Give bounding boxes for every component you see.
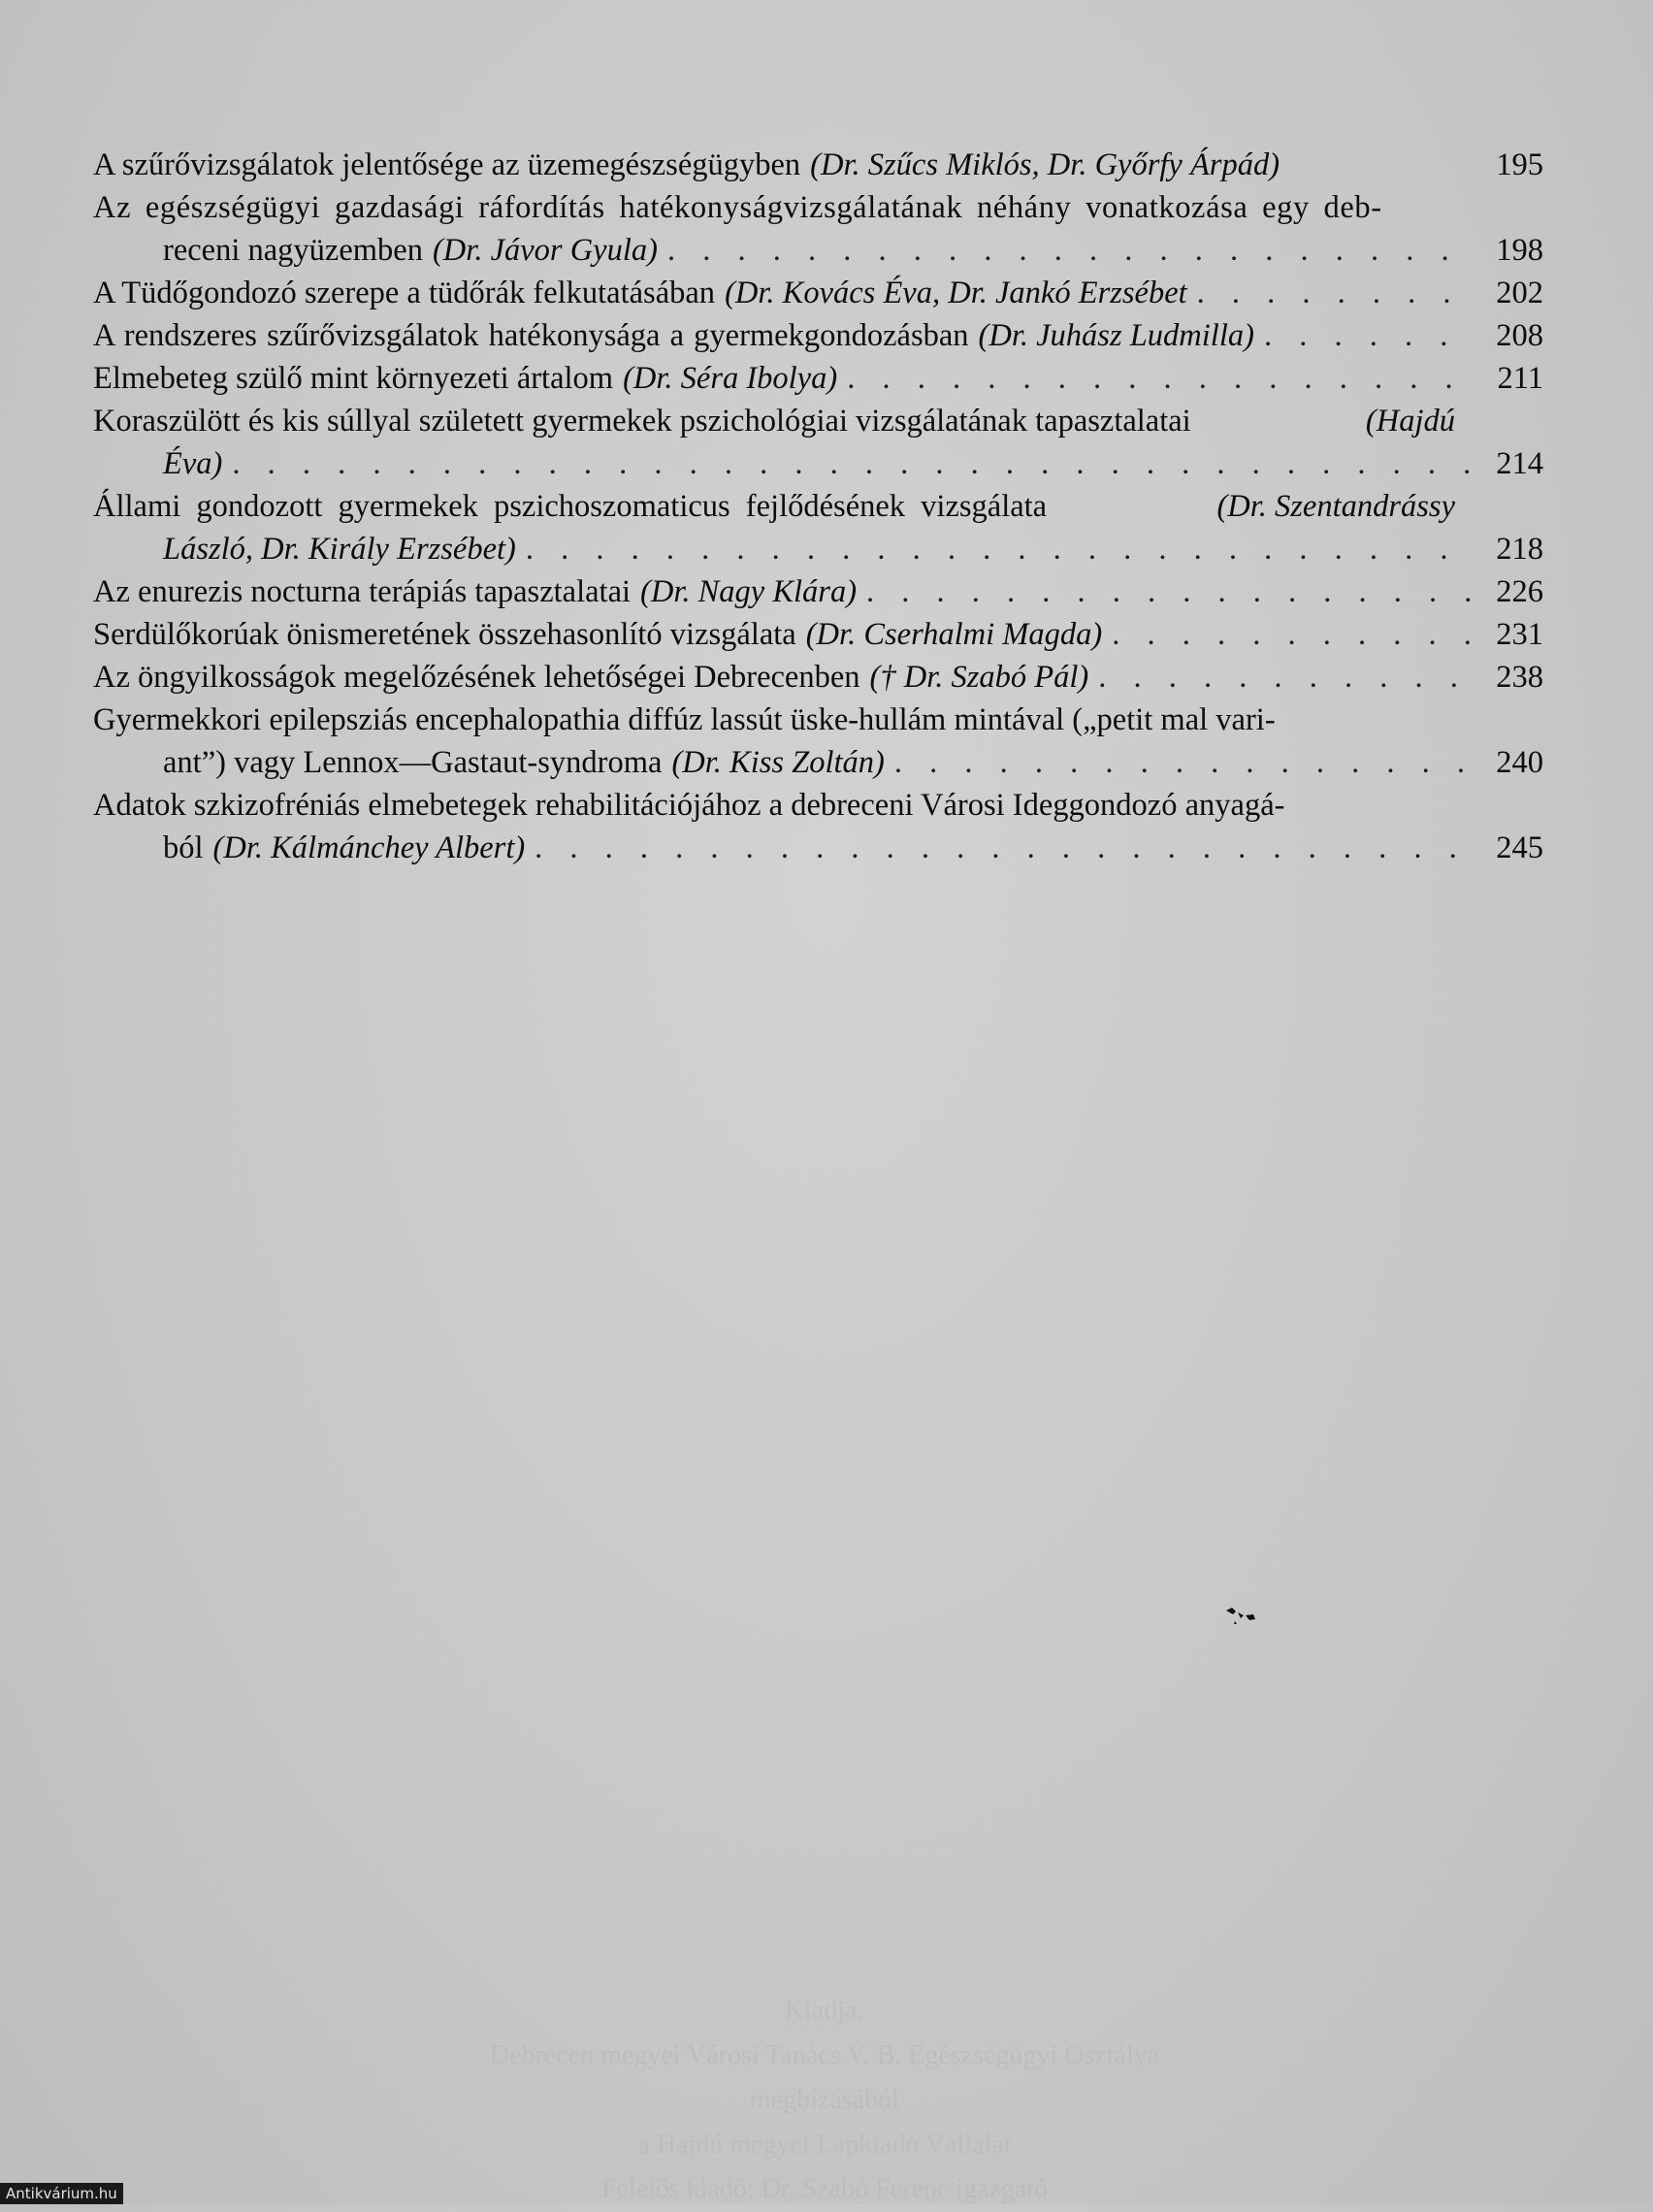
entry-author: (Dr. Szentandrássy bbox=[1216, 489, 1455, 524]
entry-page-number: 240 bbox=[1496, 745, 1543, 780]
entry-author: (Dr. Szűcs Miklós, Dr. Győrfy Árpád) bbox=[810, 147, 1280, 182]
entry-author: (Dr. Kiss Zoltán) bbox=[671, 745, 885, 780]
entry-page-number: 195 bbox=[1496, 147, 1543, 182]
entry-title: Az enurezis nocturna terápiás tapasztalatai bbox=[93, 574, 632, 609]
entry-author: (Dr. Séra Ibolya) bbox=[623, 361, 838, 396]
entry-page-number: 214 bbox=[1496, 446, 1543, 481]
imprint-line: a Hajdú megyei Lapkiadó Vállalat bbox=[637, 2130, 1012, 2160]
toc-entry[interactable] bbox=[93, 314, 1543, 357]
imprint-show-through bbox=[291, 1989, 1358, 2212]
leader-dots bbox=[535, 827, 1474, 869]
entry-page-number: 226 bbox=[1496, 574, 1543, 609]
entry-title: A szűrővizsgálatok jelentősége az üzemegészségügyben bbox=[93, 147, 801, 182]
leader-dots bbox=[232, 442, 1474, 485]
toc-entry[interactable] bbox=[93, 784, 1543, 869]
entry-author: (Dr. Jávor Gyula) bbox=[432, 233, 658, 268]
entry-title: Gyermekkori epilepsziás encephalopathia diffúz lassút üske-hullám mintával („petit mal vari- bbox=[93, 702, 1276, 737]
imprint-line: Kiadja: bbox=[784, 1996, 865, 2026]
toc-entry[interactable] bbox=[93, 613, 1543, 656]
entry-title: Adatok szkizofréniás elmebetegek rehabilitációjához a debreceni Városi Ideggondozó anyagá- bbox=[93, 788, 1285, 823]
entry-author: (Hajdú bbox=[1365, 404, 1455, 439]
entry-author: (Dr. Kálmánchey Albert) bbox=[212, 830, 526, 865]
imprint-line: megbízásából bbox=[750, 2085, 899, 2115]
toc-entry[interactable] bbox=[93, 485, 1543, 570]
entry-title: A rendszeres szűrővizsgálatok hatékonysága a gyermekgondozásban bbox=[93, 318, 969, 353]
toc-entry[interactable] bbox=[93, 357, 1543, 400]
watermark: Antikvárium.hu bbox=[0, 2183, 123, 2204]
toc-entry[interactable] bbox=[93, 186, 1543, 272]
entry-title: Serdülőkorúak önismeretének összehasonlító vizsgálata bbox=[93, 617, 796, 652]
entry-title: Koraszülött és kis súllyal született gyermekek pszichológiai vizsgálatának tapasztalatai bbox=[93, 404, 1191, 439]
toc-entry[interactable] bbox=[93, 699, 1543, 784]
leader-dots bbox=[1197, 272, 1474, 314]
entry-author: († Dr. Szabó Pál) bbox=[869, 660, 1089, 695]
entry-page-number: 202 bbox=[1496, 276, 1543, 310]
entry-page-number: 218 bbox=[1496, 532, 1543, 567]
imprint-line: Debrecen megyei Városi Tanács V. B. Egészségügyi Osztálya bbox=[489, 2040, 1160, 2070]
entry-author: (Dr. Cserhalmi Magda) bbox=[805, 617, 1103, 652]
entry-title-continued: receni nagyüzemben bbox=[163, 233, 423, 268]
entry-page-number: 238 bbox=[1496, 660, 1543, 695]
entry-page-number: 231 bbox=[1496, 617, 1543, 652]
imprint-line: Felelős kiadó: Dr. Szabó Ferenc igazgató bbox=[600, 2174, 1049, 2204]
toc-entry[interactable] bbox=[93, 144, 1543, 186]
toc-entry[interactable] bbox=[93, 272, 1543, 314]
ink-speck bbox=[1224, 1607, 1257, 1626]
entry-title: Az öngyilkosságok megelőzésének lehetőségei Debrecenben bbox=[93, 660, 860, 695]
toc-entry[interactable] bbox=[93, 656, 1543, 699]
entry-author-continued: László, Dr. Király Erzsébet) bbox=[163, 532, 516, 567]
entry-author-continued: Éva) bbox=[163, 446, 223, 481]
entry-page-number: 198 bbox=[1496, 233, 1543, 268]
entry-author: (Dr. Juhász Ludmilla) bbox=[978, 318, 1254, 353]
leader-dots bbox=[1112, 613, 1474, 656]
toc-entry[interactable] bbox=[93, 570, 1543, 613]
entry-page-number: 245 bbox=[1496, 830, 1543, 865]
entry-title-continued: ból bbox=[163, 830, 204, 865]
toc-entry[interactable] bbox=[93, 400, 1543, 485]
leader-dots bbox=[866, 570, 1474, 613]
leader-dots bbox=[1264, 314, 1474, 357]
leader-dots bbox=[1098, 656, 1474, 699]
entry-title: Elmebeteg szülő mint környezeti ártalom bbox=[93, 361, 614, 396]
leader-dots bbox=[667, 229, 1474, 272]
entry-author: (Dr. Nagy Klára) bbox=[640, 574, 858, 609]
entry-title: Az egészségügyi gazdasági ráfordítás hatékonyságvizsgálatának néhány vonatkozása egy deb- bbox=[93, 190, 1382, 225]
leader-dots bbox=[894, 741, 1474, 784]
entry-title: A Tüdőgondozó szerepe a tüdőrák felkutatásában bbox=[93, 276, 716, 310]
entry-author: (Dr. Kovács Éva, Dr. Jankó Erzsébet bbox=[725, 276, 1187, 310]
entry-title: Állami gondozott gyermekek pszichoszomaticus fejlődésének vizsgálata bbox=[93, 489, 1048, 524]
table-of-contents bbox=[93, 144, 1543, 869]
entry-page-number: 208 bbox=[1496, 318, 1543, 353]
leader-dots bbox=[526, 528, 1474, 570]
entry-page-number: 211 bbox=[1497, 361, 1543, 396]
leader-dots bbox=[847, 357, 1474, 400]
entry-title-continued: ant”) vagy Lennox—Gastaut-syndroma bbox=[163, 745, 663, 780]
